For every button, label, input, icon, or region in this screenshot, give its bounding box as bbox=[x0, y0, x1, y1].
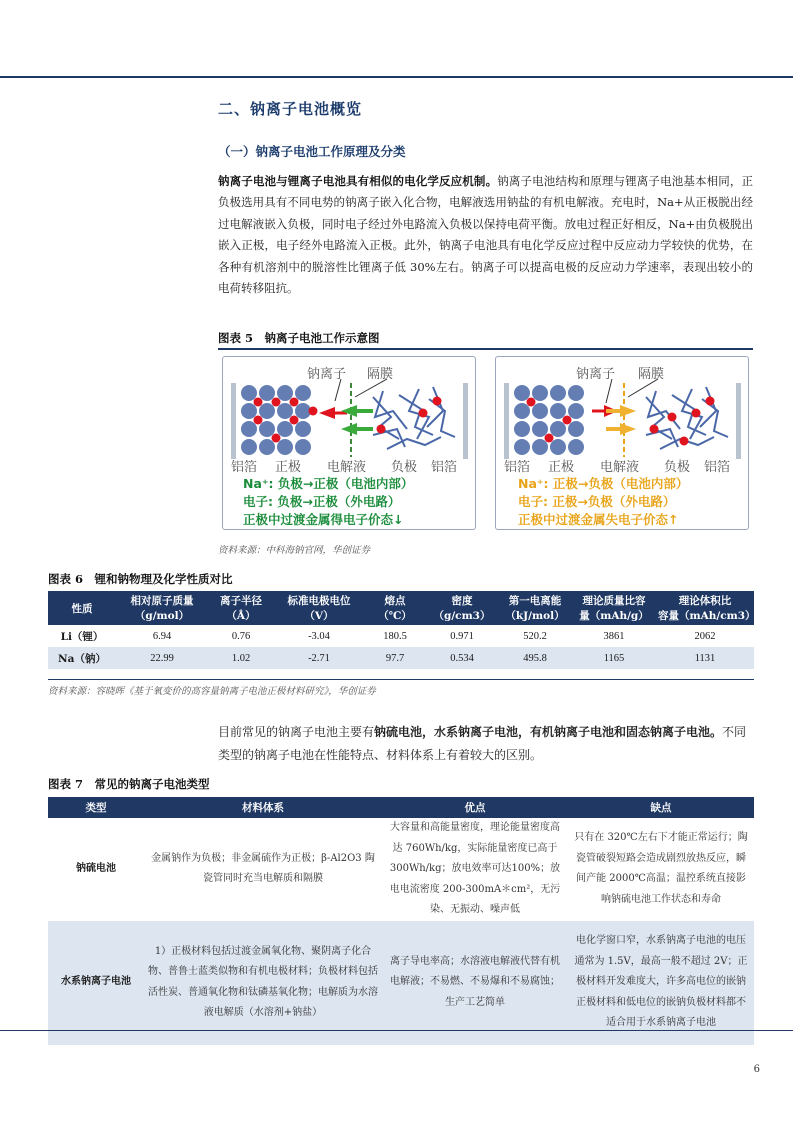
table-row bbox=[48, 647, 754, 669]
subsection-heading: （一）钠离子电池工作原理及分类 bbox=[218, 144, 406, 159]
table-cell: 水系钠离子电池 bbox=[48, 921, 144, 1045]
table6-header: 第一电离能 （kJ/mol） bbox=[498, 591, 572, 625]
table6-header: 性质 bbox=[48, 591, 116, 625]
table-cell: 离子导电率高；水溶液电解液代替有机电解液；不易燃、不易爆和不易腐蚀；生产工艺简单 bbox=[382, 921, 568, 1045]
charge-valence-note: 正极中过渡金属失电子价态↑ bbox=[518, 512, 679, 527]
electrolyte-label: 电解液 bbox=[327, 460, 367, 475]
table6-bottom-rule bbox=[48, 679, 754, 680]
intro-body: 钠离子电池结构和原理与锂离子电池基本相同，正负极选用具有不同电势的钠离子嵌入化合物，电解液选用钠盐的有机电解液。充电时，Na+从正极脱出经过电解液嵌入负极，同时电子经过外电路流入负极以保持电荷平衡。放电过程正好相反，Na+由负极脱出嵌入正极，电子经外电路流入正极。此外，钠离子电池具有电化学反应过程中反应动力学较快的优势，在各种有机溶剂中的脱溶性比锂离子低 30%左右。钠离子可以提高电极的反应动力学速率，表现出较小的电荷转移阻抗。 bbox=[218, 174, 754, 296]
discharge-valence-note: 正极中过渡金属得电子价态↓ bbox=[243, 512, 404, 527]
al-foil-label-3: 铝箔 bbox=[504, 460, 531, 475]
table-cell: 22.99 bbox=[116, 647, 208, 669]
charge-panel bbox=[495, 356, 749, 530]
discharge-panel bbox=[222, 356, 476, 530]
table-cell: -2.71 bbox=[274, 647, 364, 669]
table6-header: 理论质量比容 量（mAh/g） bbox=[572, 591, 656, 625]
types-text-2: 不同类型的钠离子电池在性能特点、材料体系上有着较大的区别。 bbox=[218, 725, 747, 762]
table-cell: 0.971 bbox=[426, 625, 498, 647]
charge-electron-direction: 电子: 正极→负极（外电路） bbox=[518, 494, 676, 509]
table-cell: 2062 bbox=[656, 625, 754, 647]
al-foil-label-4: 铝箔 bbox=[704, 460, 731, 475]
discharge-electron-direction: 电子: 负极→正极（外电路） bbox=[243, 494, 401, 509]
separator-label-left: 隔膜 bbox=[367, 367, 394, 382]
types-paragraph bbox=[218, 721, 758, 767]
table-cell: 3861 bbox=[572, 625, 656, 647]
discharge-ion-direction: Na⁺: 负极→正极（电池内部） bbox=[243, 476, 414, 491]
table-cell: 0.76 bbox=[208, 625, 274, 647]
cathode-label-right: 正极 bbox=[548, 460, 575, 475]
table-cell: 495.8 bbox=[498, 647, 572, 669]
anode-label-right: 负极 bbox=[664, 460, 691, 475]
table6-header: 离子半径 （Å） bbox=[208, 591, 274, 625]
table-cell: 520.2 bbox=[498, 625, 572, 647]
table-cell: 0.534 bbox=[426, 647, 498, 669]
electrolyte-label-right: 电解液 bbox=[600, 460, 640, 475]
section-heading: 二、钠离子电池概览 bbox=[218, 100, 363, 118]
table-cell: 大容量和高能量密度，理论能量密度高达 760Wh/kg，实际能量密度已高于 300Wh/kg；放电效率可达100%；放电电流密度 200-300mA＊cm²，无污染、无振动、噪声低 bbox=[382, 818, 568, 921]
al-foil-label-2: 铝箔 bbox=[431, 460, 458, 475]
table-cell: -3.04 bbox=[274, 625, 364, 647]
table-cell: 电化学窗口窄，水系钠离子电池的电压通常为 1.5V，最高一般不超过 2V；正极材料开发难度大，许多高电位的嵌钠正极材料和低电位的嵌钠负极材料都不适合用于水系钠离子电池 bbox=[568, 921, 754, 1045]
table6-title: 图表 6 锂和钠物理及化学性质对比 bbox=[48, 572, 233, 586]
table6-header: 熔点 （℃） bbox=[364, 591, 426, 625]
cathode-label: 正极 bbox=[275, 460, 302, 475]
intro-lead: 钠离子电池与锂离子电池具有相似的电化学反应机制。 bbox=[218, 174, 498, 188]
header-rule bbox=[0, 76, 793, 78]
table-row bbox=[48, 818, 754, 921]
table-cell: 97.7 bbox=[364, 647, 426, 669]
types-text-1: 目前常见的钠离子电池主要有 bbox=[218, 725, 375, 739]
table7-header: 材料体系 bbox=[144, 797, 382, 818]
table6-header: 理论体积比 容量（mAh/cm3） bbox=[656, 591, 754, 625]
table-cell: 1131 bbox=[656, 647, 754, 669]
table-row bbox=[48, 921, 754, 1045]
types-bold: 钠硫电池，水系钠离子电池，有机钠离子电池和固态钠离子电池。 bbox=[374, 725, 723, 739]
sodium-ion-label-right: 钠离子 bbox=[576, 367, 616, 382]
table-row bbox=[48, 625, 754, 647]
table7-header: 类型 bbox=[48, 797, 144, 818]
charge-ion-direction: Na⁺: 正极→负极（电池内部） bbox=[518, 476, 689, 491]
table-cell: 1）正极材料包括过渡金属氧化物、聚阴离子化合物、普鲁士蓝类似物和有机电极材料；负极材料包括活性炭、普通氧化物和钛磷基氧化物；电解质为水溶液电解质（水溶剂+钠盐） bbox=[144, 921, 382, 1045]
table-cell: 金属钠作为负极；非金属硫作为正极；β-Al2O3 陶瓷管同时充当电解质和隔膜 bbox=[144, 818, 382, 921]
figure5-title-rule bbox=[218, 348, 753, 350]
table-cell: Li（锂） bbox=[48, 625, 116, 647]
table-cell: 钠硫电池 bbox=[48, 818, 144, 921]
figure5-title: 图表 5 钠离子电池工作示意图 bbox=[218, 331, 380, 345]
figure5-diagram bbox=[218, 352, 753, 534]
al-foil-label-1: 铝箔 bbox=[231, 460, 258, 475]
figure5-source: 资料来源：中科海钠官网，华创证券 bbox=[218, 545, 371, 556]
table7-header-row bbox=[48, 797, 754, 818]
table-cell: Na（钠） bbox=[48, 647, 116, 669]
table7-header: 缺点 bbox=[568, 797, 754, 818]
footer-rule bbox=[0, 1030, 793, 1031]
table6-header-row bbox=[48, 591, 754, 625]
table6-header: 标准电极电位 （V） bbox=[274, 591, 364, 625]
anode-label: 负极 bbox=[391, 460, 418, 475]
intro-paragraph bbox=[218, 171, 753, 299]
table6 bbox=[48, 591, 754, 669]
table7-title: 图表 7 常见的钠离子电池类型 bbox=[48, 777, 210, 791]
sodium-ion-label-left: 钠离子 bbox=[307, 367, 347, 382]
table6-source: 资料来源：容晓晖《基于氧变价的高容量钠离子电池正极材料研究》，华创证券 bbox=[48, 686, 376, 697]
table-cell: 180.5 bbox=[364, 625, 426, 647]
table-cell: 只有在 320℃左右下才能正常运行；陶瓷管破裂短路会造成剧烈放热反应，瞬间产能 2000℃高温；温控系统直接影响钠硫电池工作状态和寿命 bbox=[568, 818, 754, 921]
table7 bbox=[48, 797, 754, 1045]
table6-header: 密度 （g/cm3） bbox=[426, 591, 498, 625]
table-cell: 1.02 bbox=[208, 647, 274, 669]
table7-header: 优点 bbox=[382, 797, 568, 818]
page-number: 6 bbox=[753, 1064, 760, 1075]
table6-header: 相对原子质量 （g/mol） bbox=[116, 591, 208, 625]
separator-label-right: 隔膜 bbox=[638, 367, 665, 382]
table-cell: 1165 bbox=[572, 647, 656, 669]
table-cell: 6.94 bbox=[116, 625, 208, 647]
